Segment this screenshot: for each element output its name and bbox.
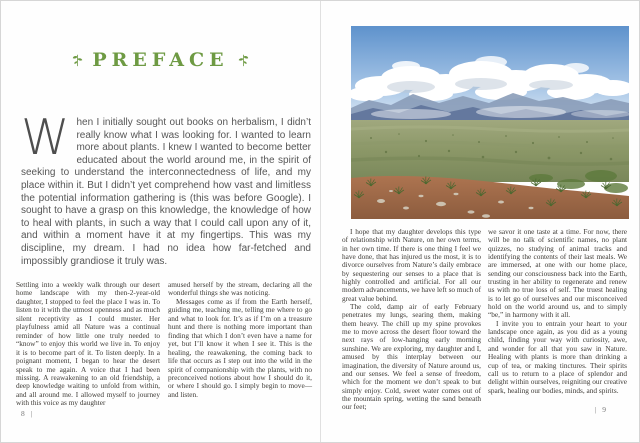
dropcap: W [21, 109, 70, 166]
page-number-left: 8 | [21, 409, 33, 418]
right-page-column-2 [488, 228, 627, 412]
right-page-columns [342, 228, 627, 412]
right-page-column-1 [342, 228, 481, 412]
body-paragraph: Settling into a weekly walk through our desert home landscape with my then-2-year-old daughter, I stopped to feel the place I was in. To listen to it with the utmost openness and as much silent receptivity as I could muster. Her playfulness amid all Nature was a continual reminder of how little one truly needed to “know” to enjoy this world we live in. To enjoy it is to become part of it. To listen deeply. In a poignant moment, I began to hear the desert speak to me again. A voice that I had been missing. A reawakening to an old friendship, a deep knowledge waiting to unfold from within, and all around me. I allowed myself to journey with this voice as my daughter [16, 280, 160, 408]
left-page-column-1 [16, 281, 160, 408]
leaf-ornament-icon [72, 53, 83, 67]
chapter-heading [1, 49, 320, 71]
left-page-column-2 [168, 281, 312, 408]
left-page-columns [16, 281, 312, 408]
landscape-photo [351, 26, 629, 219]
intro-paragraph [21, 109, 311, 268]
body-paragraph: amused herself by the stream, declaring all the wonderful things she was noticing. [168, 280, 312, 298]
body-paragraph: The cold, damp air of early February penetrates my lungs, searing them, making them heavy. The chill up my spine provokes me to move across the desert floor toward the next rays of low-hanging early morning sunshine. We are exploring, my daughter and I, amused by this interplay between our imagination, the diversity of Nature around us, and our senses. We feel a sense of freedom, which for the moment we don’t speak to but simply enjoy. Cold, sweet water comes out of the mountain spring, wetting the sand beneath our feet; [342, 302, 481, 412]
body-paragraph: Messages come as if from the Earth herself, guiding me, teaching me, telling me where to go and what to look for. It’s as if I’m on a treasure hunt and there is nothing more important than finding that which I don’t even have a name for yet, but I’ll know it when I see it. This is the healing, the reawakening, the coming back to life that occurs as I step out into the wild in the spirit of companionship with the plants, with no preconceived notions about how I should do it, or where I should go. I simply begin to move—and listen. [168, 296, 312, 399]
page-left [1, 1, 321, 442]
body-paragraph: we savor it one taste at a time. For now, there will be no talk of scientific names, no plant quizzes, no studying of animal tracks and identifying the contents of their last meals. We are immersed, at one with our home place, sending our consciousness back into the Earth, trusting in her ability to regenerate and renew us with no true loss of self. The truest healing is to let go of ourselves and our misconceived hold on the world around us, and to simply “be,” in harmony with it all. [488, 227, 627, 320]
page-number-right: | 9 [594, 405, 606, 414]
leaf-ornament-icon [238, 53, 249, 67]
desert-landscape-illustration [351, 26, 629, 219]
body-paragraph: I hope that my daughter develops this type of relationship with Nature, on her own terms, in her own time. If there is one thing I feel we have done, that has injured us the most, it is to divorce ourselves from Nature’s daily embrace by sequestering our senses to a place that is highly controlled and artificial. For all our modern advancements, we have left so much of great value behind. [342, 227, 481, 303]
page-title: PREFACE [92, 49, 229, 71]
intro-text: hen I initially sought out books on herbalism, I didn’t really know what I was looking for. I wanted to learn more about plants. I knew I wanted to become better educated about the world around me, in the spirit of seeking to understand the interconnectedness of life, and my place within it. But I didn’t yet comprehend how vast and limitless the potential information gathering is (this was before Google). I sought to have a grasp on this knowledge, the knowledge of how to heal with plants, in such a way that I could call upon any of it, and within a moment have it at my fingertips. This was my discipline, my dream. I had no idea how far-fetched and impossibly grandiose it truly was. [21, 117, 311, 267]
page-right [321, 1, 639, 442]
body-paragraph: I invite you to entrain your heart to your landscape once again, as you did as a young child, finding your way with curiosity, awe, and wonder for all that you saw in Nature. Healing with plants is more than drinking a cup of tea, or making tinctures. Their spirits call us to return to a place of splendor and delight within ourselves, reigniting our creative spark, healing our bodies, minds, and spirits. [488, 318, 627, 395]
